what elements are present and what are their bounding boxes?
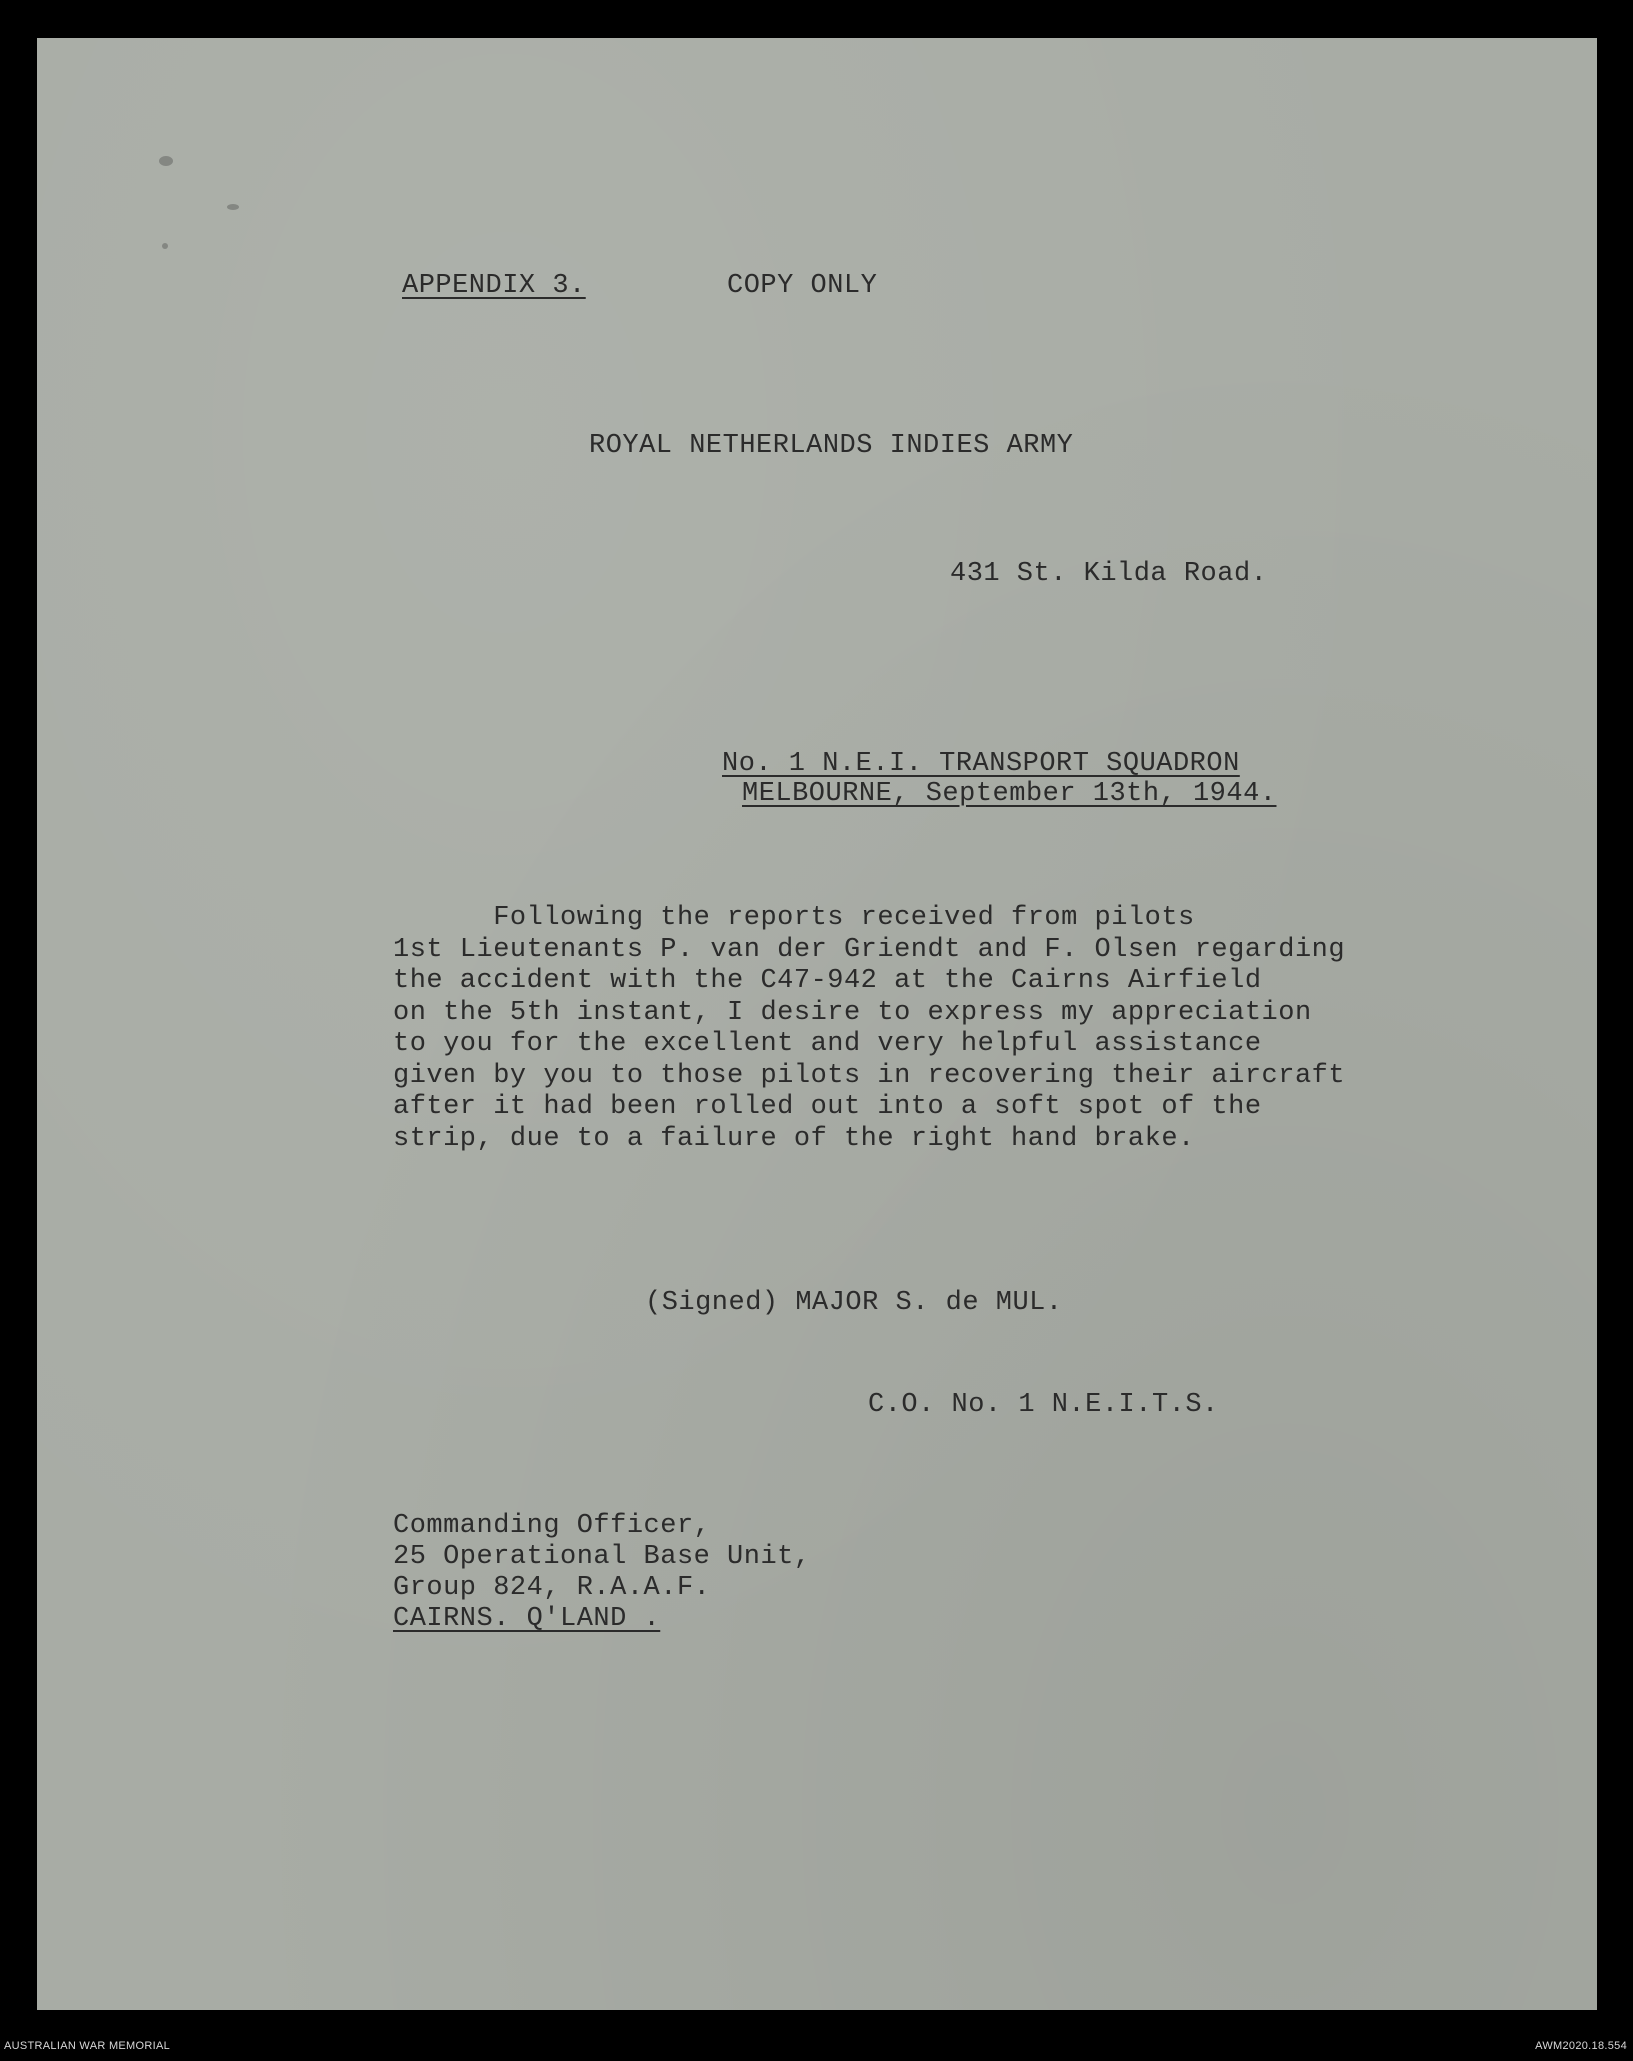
- letter-body: [393, 903, 1345, 1155]
- recipient-line: 25 Operational Base Unit,: [393, 1542, 811, 1572]
- body-line: given by you to those pilots in recovering their aircraft: [393, 1060, 1346, 1091]
- signature-line: (Signed) MAJOR S. de MUL.: [645, 1288, 1063, 1318]
- paper-blemish: [227, 204, 239, 210]
- copy-only-label: COPY ONLY: [727, 271, 878, 301]
- paper-blemish: [159, 156, 173, 166]
- body-line: after it had been rolled out into a soft spot of the: [393, 1092, 1262, 1122]
- body-line: the accident with the C47-942 at the Cairns Airfield: [393, 966, 1262, 996]
- body-line: Following the reports received from pilots: [393, 903, 1195, 933]
- archive-credit: AUSTRALIAN WAR MEMORIAL: [4, 2040, 171, 2052]
- body-line: to you for the excellent and very helpful assistance: [393, 1029, 1262, 1059]
- recipient-address: [393, 1511, 811, 1635]
- archive-reference: AWM2020.18.554: [1535, 2040, 1627, 2052]
- place-and-date: MELBOURNE, September 13th, 1944.: [742, 779, 1277, 809]
- paper-blemish: [162, 243, 168, 249]
- recipient-line: Group 824, R.A.A.F.: [393, 1573, 711, 1603]
- sender-address: 431 St. Kilda Road.: [950, 559, 1268, 589]
- appendix-label: APPENDIX 3.: [402, 271, 586, 301]
- recipient-line: Commanding Officer,: [393, 1511, 711, 1541]
- recipient-line: CAIRNS. Q'LAND .: [393, 1604, 661, 1634]
- body-line: on the 5th instant, I desire to express my appreciation: [393, 997, 1312, 1028]
- organisation-heading: ROYAL NETHERLANDS INDIES ARMY: [589, 431, 1074, 461]
- signature-title: C.O. No. 1 N.E.I.T.S.: [868, 1390, 1219, 1420]
- body-line: strip, due to a failure of the right hand brake.: [393, 1123, 1195, 1154]
- body-line: 1st Lieutenants P. van der Griendt and F. Olsen regarding: [393, 934, 1346, 965]
- squadron-name: No. 1 N.E.I. TRANSPORT SQUADRON: [722, 749, 1240, 779]
